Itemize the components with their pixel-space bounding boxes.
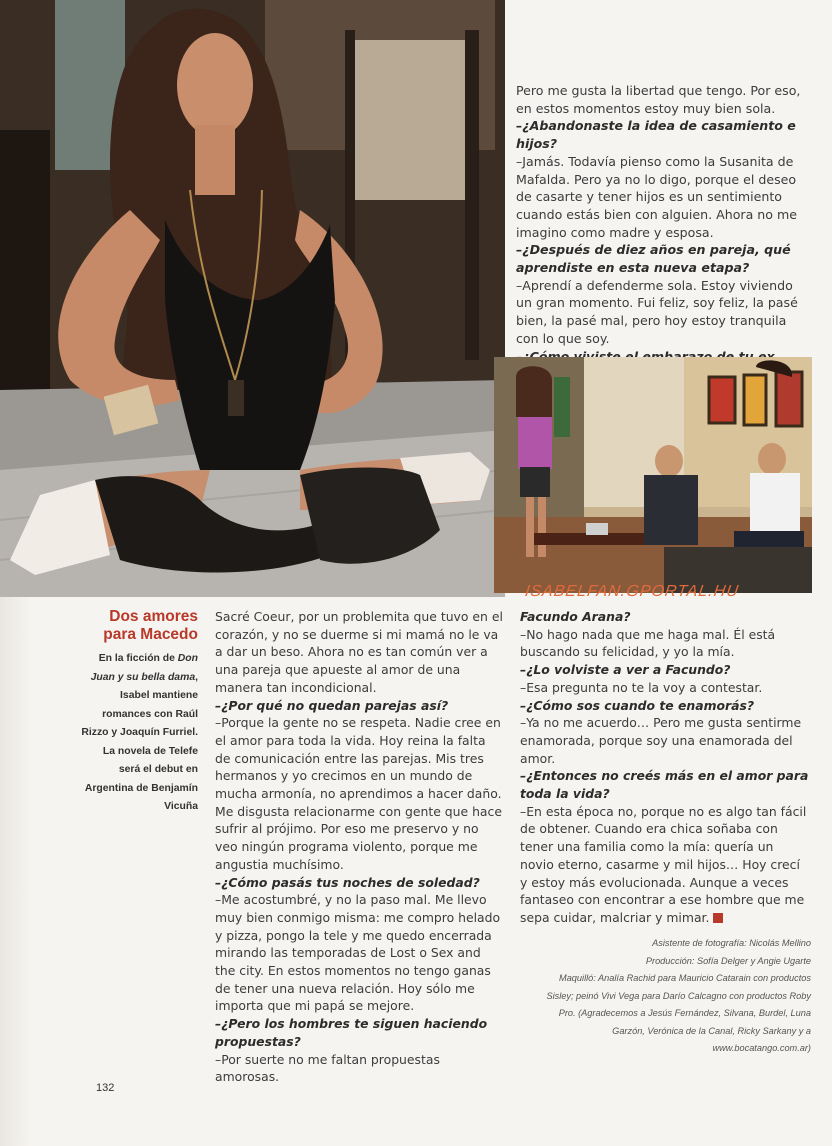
question-paragraph: –¿Por qué no quedan parejas así?: [215, 697, 449, 713]
photo-credits: [525, 935, 811, 1058]
answer-paragraph: Sacré Coeur, por un problemita que tuvo en el corazón, y no se duerme si mi mamá no le va a dar un beso. Ahora no es tan común ver a una pareja que apueste al amor de una manera tan incondicional.: [215, 609, 503, 695]
credit-line: Pro. (Agradecemos a Jesús Fernández, Silvana, Burdel, Luna: [558, 1008, 811, 1018]
answer-paragraph: –Ya no me acuerdo… Pero me gusta sentirme enamorada, porque soy una enamorada del amor.: [520, 715, 802, 766]
main-photo: [0, 0, 505, 597]
article-column-middle: [215, 608, 503, 1086]
sidebar-text-show: Don Juan y su bella dama: [90, 653, 198, 683]
final-answer-text: –En esta época no, porque no es algo tan fácil de obtener. Cuando era chica soñaba con tener una familia como la mía: quería un novio eterno, casarme y mil hijos… Hoy crecí y estoy más evolucionada. Aunque a veces fantaseo con encontrar a ese hombre que me sepa cuidar, malcriar y mimar.: [520, 803, 807, 925]
question-paragraph: –¿Lo volviste a ver a Facundo?: [520, 662, 731, 678]
sidebar-title-line1: Dos amores: [109, 608, 198, 625]
credit-line: Maquilló: Analía Rachid para Mauricio Catarain con productos: [559, 973, 811, 983]
answer-paragraph: –Jamás. Todavía pienso como la Susanita de Mafalda. Pero ya no lo digo, porque el deseo de casarte y tener hijos es un sentimiento cuando estás bien con alguien. Ahora no me imagino como madre y esposa.: [516, 153, 798, 240]
question-paragraph: –¿Cómo sos cuando te enamorás?: [520, 697, 755, 713]
credit-line: Garzón, Verónica de la Canal, Ricky Sarkany y a: [612, 1025, 811, 1036]
sidebar-text: [80, 650, 198, 817]
credit-line: www.bocatango.com.ar): [712, 1043, 811, 1053]
page-number: 132: [96, 1082, 115, 1094]
end-of-article-mark: [713, 913, 723, 923]
article-column-right-top: [516, 82, 808, 383]
scene-photo: [494, 357, 812, 593]
credit-line: Producción: Sofía Delger y Angie Ugarte: [645, 955, 811, 966]
watermark: ISABELFAN.GPORTAL.HU: [523, 583, 741, 600]
answer-paragraph: –Porque la gente no se respeta. Nadie cree en el amor para toda la vida. Hoy reina la falta de comunicación entre las parejas. Mis tres hermanos y yo crecimos en un mundo de mucha armonía, no aprendimos a hacer daño. Me disgusta relacionarme con gente que hace sufrir al prójimo. Por eso me preservo y no veo ningún programa violento, porque me angustia muchísimo.: [215, 715, 502, 872]
answer-paragraph: –Por suerte no me faltan propuestas amorosas.: [215, 1051, 440, 1085]
question-paragraph: –¿Abandonaste la idea de casamiento e hijos?: [516, 118, 796, 152]
answer-paragraph: [520, 803, 810, 927]
sidebar-text-b: , Isabel mantiene romances con Raúl Rizzo y Joaquín Furriel. La novela de Telefe será el debut en Argentina de Benjamín Vicuña: [81, 671, 198, 812]
sidebar-text-a: En la ficción de: [98, 653, 178, 664]
answer-paragraph: –Me acostumbré, y no la paso mal. Me llevo muy bien conmigo misma: me compro helado y pizza, pongo la tele y me quedo encerrada mirando las temporadas de Lost o Sex and the city. En estos momentos no tengo ganas de tener una nueva relación. Hoy sólo me importa que mi papá se mejore.: [215, 892, 501, 1014]
question-paragraph: –¿Cómo pasás tus noches de soledad?: [215, 874, 480, 890]
answer-paragraph: –Aprendí a defenderme sola. Estoy viviendo un gran momento. Fui feliz, soy feliz, la pasé bien, la pasé mal, pero hoy estoy tranquila con lo que soy.: [516, 277, 798, 346]
answer-paragraph: –No hago nada que me haga mal. Él está buscando su felicidad, y yo la mía.: [520, 626, 776, 660]
question-paragraph: Facundo Arana?: [520, 609, 631, 624]
question-paragraph: –¿Después de diez años en pareja, qué aprendiste en esta nueva etapa?: [516, 242, 791, 276]
sidebar-title-line2: para Macedo: [103, 626, 198, 643]
answer-paragraph: Pero me gusta la libertad que tengo. Por eso, en estos momentos estoy muy bien sola.: [516, 83, 801, 116]
question-paragraph: –¿Entonces no creés más en el amor para toda la vida?: [520, 768, 809, 802]
sidebar-caption: [80, 608, 198, 817]
credit-line: Asistente de fotografía: Nicolás Mellino: [652, 938, 811, 948]
sidebar-title: [80, 608, 198, 644]
article-column-right: [520, 608, 810, 927]
credit-line: Sisley; peinó Vivi Vega para Darío Calcagno con productos Roby: [546, 990, 811, 1001]
answer-paragraph: –Esa pregunta no te la voy a contestar.: [520, 679, 763, 695]
question-paragraph: –¿Pero los hombres te siguen haciendo propuestas?: [215, 1016, 488, 1049]
